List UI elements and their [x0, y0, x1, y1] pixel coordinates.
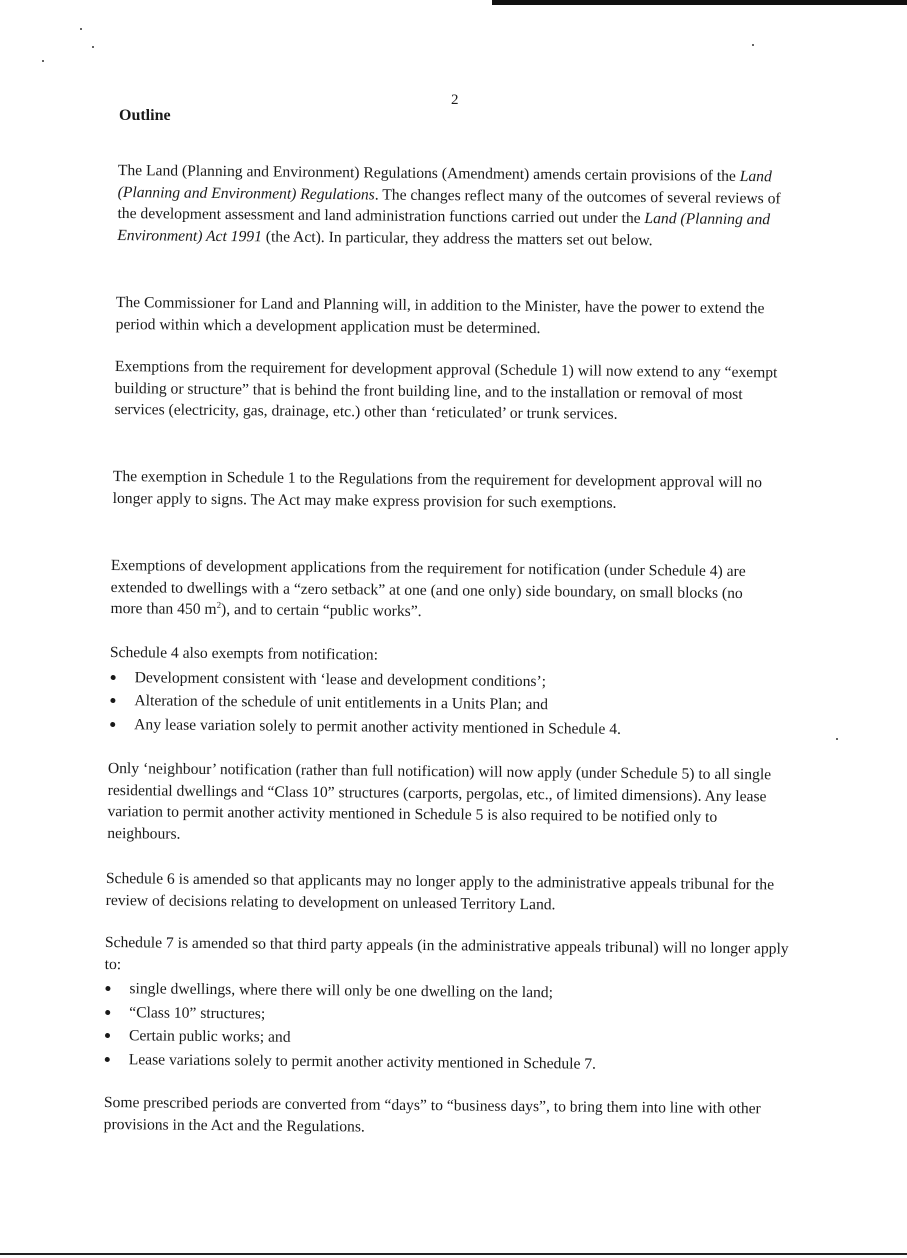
page-title: Outline [119, 107, 171, 124]
scan-speck [752, 44, 754, 46]
bullet-list [109, 665, 810, 742]
paragraph-commissioner: The Commissioner for Land and Planning will, in addition to the Minister, have the power to extend the period within which a development application must be determined. [115, 293, 765, 337]
paragraph-schedule-1: Exemptions from the requirement for development approval (Schedule 1) will now extend to any “exempt building or structure” that is behind the front building line, and to the installation or removal of most services (electricity, gas, drainage, etc.) other than ‘reticulated’ or trunk services. [114, 357, 778, 423]
list-item: Lease variations solely to permit another activity mentioned in Schedule 7. [104, 1047, 804, 1077]
scan-edge-top [492, 0, 907, 5]
scan-speck [92, 46, 94, 48]
paragraph-schedule-7: Schedule 7 is amended so that third party appeals (in the administrative appeals tribunal) will no longer apply to: single dwellings, where there will only be one dwelling on the land; “Class 10” structures; Certain public works; and Lease variations solely to permit another activity mentioned in Schedule 7. [104, 932, 805, 1078]
paragraph-schedule-6: Schedule 6 is amended so that applicants may no longer apply to the administrative appeals tribunal for the review of decisions relating to development on unleased Territory Land. [105, 869, 775, 913]
paragraph-business-days: Some prescribed periods are converted from “days” to “business days”, to bring them into line with other provisions in the Act and the Regulations. [103, 1093, 761, 1136]
list-item: Development consistent with ‘lease and development conditions’; [110, 665, 810, 695]
list-item: Certain public works; and [104, 1024, 804, 1054]
list-item: Alteration of the schedule of unit entitlements in a Units Plan; and [109, 689, 809, 719]
scan-edge-bottom [0, 1253, 907, 1255]
paragraph-schedule-4: Exemptions of development applications from the requirement for notification (under Schedule 4) are extended to dwellings with a “zero setback” at one (and one only) side boundary, on small blocks (no more than 450 $m^2$), and to certain “public works”. [110, 556, 746, 620]
paragraph-intro: The Land (Planning and Environment) Regulations (Amendment) amends certain provisions of the Land (Planning and Environment) Regulations. The changes reflect many of the outcomes of several reviews of the development assessment and land administration functions carried out under the Land (Planning and Environment) Act 1991 (the Act). In particular, they address the matters set out below. [117, 161, 781, 249]
scan-speck [80, 28, 82, 30]
scan-speck [836, 738, 838, 740]
scan-speck [42, 60, 44, 62]
list-item: “Class 10” structures; [104, 1000, 804, 1030]
paragraph-schedule-4-exemptions [109, 642, 810, 743]
bullet-list [104, 977, 805, 1078]
page-number: 2 [451, 92, 459, 108]
list-intro: Schedule 4 also exempts from notification: [109, 643, 379, 664]
list-item: single dwellings, where there will only be one dwelling on the land; [104, 977, 804, 1007]
list-item: Any lease variation solely to permit another activity mentioned in Schedule 4. [109, 712, 809, 742]
paragraph-signs: The exemption in Schedule 1 to the Regulations from the requirement for development approval will no longer apply to signs. The Act may make express provision for such exemptions. [112, 467, 763, 512]
paragraph-schedule-5: Only ‘neighbour’ notification (rather than full notification) will now apply (under Schedule 5) to all single residential dwellings and “Class 10” structures (carports, pergolas, etc., of limited dimensions). Any lease variation to permit another activity mentioned in Schedule 5 is also required to be notified only to neighbours. [107, 759, 772, 843]
